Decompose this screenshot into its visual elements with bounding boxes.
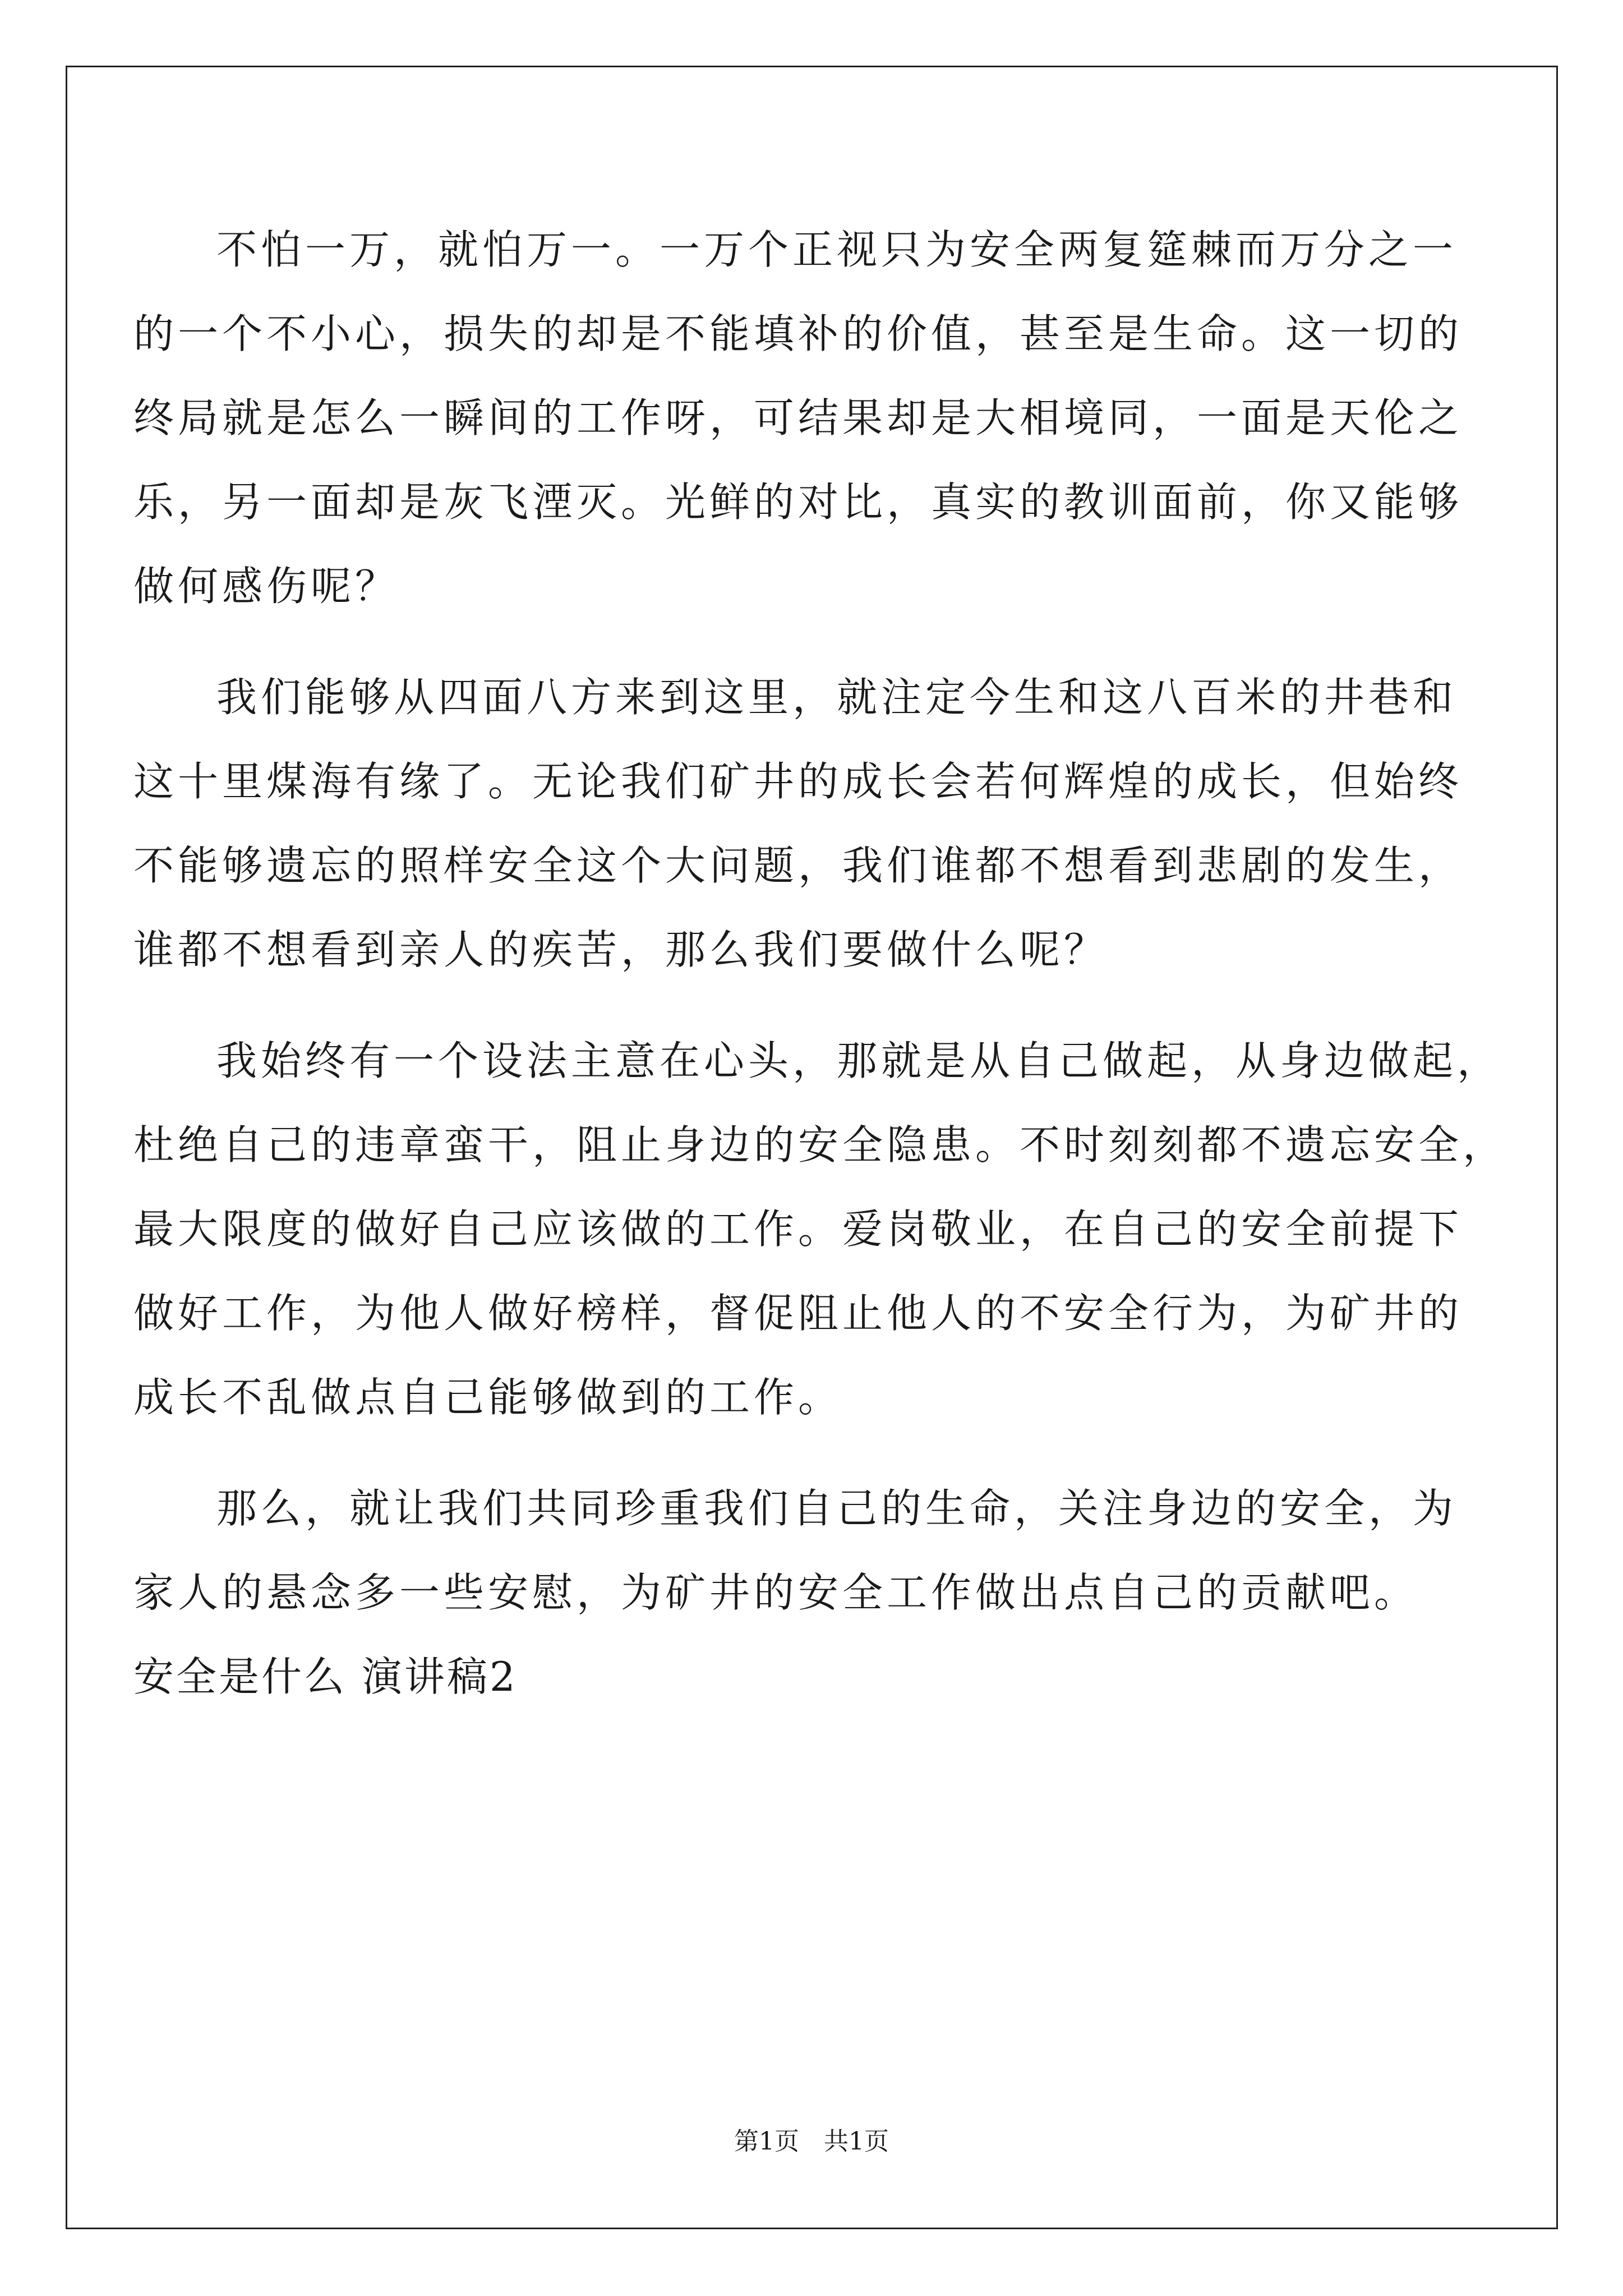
paragraph-3-line-2: 杜绝自己的违章蛮干，阻止身边的安全隐患。不时刻刻都不遗忘安全， xyxy=(133,1121,1507,1168)
paragraph-4-line-2: 家人的悬念多一些安慰，为矿井的安全工作做出点自己的贡献吧。 xyxy=(133,1569,1419,1616)
page-number-footer: 第1页 共1页 xyxy=(734,2127,889,2156)
paragraph-2-line-4: 谁都不想看到亲人的疾苦，那么我们要做什么呢？ xyxy=(133,926,1109,973)
paragraph-2-line-1: 我们能够从四面八方来到这里，就注定今生和这八百米的井巷和 xyxy=(216,674,1458,721)
paragraph-1-line-2: 的一个不小心，损失的却是不能填补的价值，甚至是生命。这一切的 xyxy=(133,310,1463,357)
paragraph-3-line-1: 我始终有一个设法主意在心头，那就是从自己做起，从身边做起， xyxy=(216,1037,1502,1084)
paragraph-4-line-1: 那么，就让我们共同珍重我们自己的生命，关注身边的安全，为 xyxy=(216,1485,1458,1532)
paragraph-1-line-3: 终局就是怎么一瞬间的工作呀，可结果却是大相境同，一面是天伦之 xyxy=(133,394,1463,441)
paragraph-2-line-3: 不能够遗忘的照样安全这个大问题，我们谁都不想看到悲剧的发生， xyxy=(133,842,1463,889)
section-heading: 安全是什么 演讲稿2 xyxy=(133,1653,518,1700)
paragraph-1-line-4: 乐，另一面却是灰飞湮灭。光鲜的对比，真实的教训面前，你又能够 xyxy=(133,478,1463,526)
paragraph-1-line-5: 做何感伤呢？ xyxy=(133,563,400,610)
paragraph-2-line-2: 这十里煤海有缘了。无论我们矿井的成长会若何辉煌的成长，但始终 xyxy=(133,758,1463,805)
paragraph-1-line-1: 不怕一万，就怕万一。一万个正视只为安全两复筵棘而万分之一 xyxy=(216,226,1458,273)
paragraph-3-line-5: 成长不乱做点自己能够做到的工作。 xyxy=(133,1374,843,1421)
paragraph-3-line-4: 做好工作，为他人做好榜样，督促阻止他人的不安全行为，为矿井的 xyxy=(133,1290,1463,1337)
document-body xyxy=(133,208,1507,1719)
paragraph-3-line-3: 最大限度的做好自己应该做的工作。爱岗敬业，在自己的安全前提下 xyxy=(133,1205,1463,1253)
